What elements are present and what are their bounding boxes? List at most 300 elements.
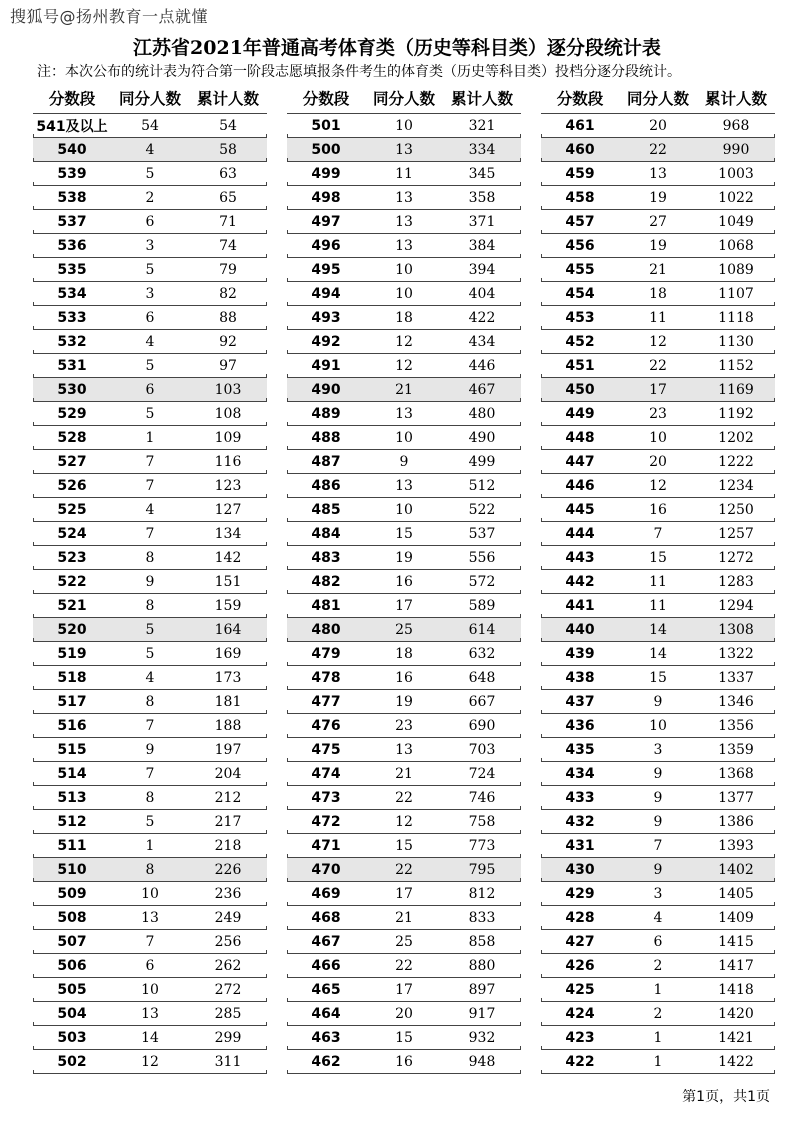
score-cell: 494 — [311, 285, 341, 302]
table-row — [541, 882, 775, 906]
table-row — [287, 642, 521, 666]
table-row — [33, 114, 267, 138]
table-row — [541, 330, 775, 354]
cumulative-cell: 1377 — [718, 789, 754, 806]
score-cell: 484 — [311, 525, 341, 542]
cumulative-cell: 108 — [214, 405, 242, 422]
cumulative-cell: 1405 — [718, 885, 754, 902]
same-count-cell: 12 — [649, 333, 667, 350]
table-row — [541, 594, 775, 618]
score-cell: 520 — [57, 621, 87, 638]
cumulative-cell: 159 — [214, 597, 242, 614]
score-cell: 461 — [565, 117, 595, 134]
cumulative-cell: 151 — [214, 573, 242, 590]
score-cell: 469 — [311, 885, 341, 902]
score-cell: 498 — [311, 189, 341, 206]
table-row — [541, 426, 775, 450]
header-cumulative: 累计人数 — [196, 90, 259, 108]
table-row — [33, 594, 267, 618]
cumulative-cell: 1272 — [718, 549, 754, 566]
same-count-cell: 13 — [395, 213, 413, 230]
table-row — [33, 378, 267, 402]
table-row — [287, 162, 521, 186]
score-cell: 514 — [57, 765, 87, 782]
same-count-cell: 8 — [145, 789, 155, 806]
cumulative-cell: 256 — [214, 933, 242, 950]
score-cell: 470 — [311, 861, 341, 878]
table-row — [33, 282, 267, 306]
score-cell: 489 — [311, 405, 341, 422]
score-cell: 482 — [311, 573, 341, 590]
table-row — [33, 618, 267, 642]
table-row — [287, 546, 521, 570]
same-count-cell: 14 — [141, 1029, 159, 1046]
score-cell: 475 — [311, 741, 341, 758]
cumulative-cell: 746 — [468, 789, 496, 806]
same-count-cell: 4 — [145, 141, 155, 158]
cumulative-cell: 262 — [214, 957, 242, 974]
same-count-cell: 10 — [395, 501, 413, 518]
same-count-cell: 13 — [395, 741, 413, 758]
cumulative-cell: 537 — [468, 525, 496, 542]
score-cell: 427 — [565, 933, 595, 950]
score-cell: 446 — [565, 477, 595, 494]
same-count-cell: 20 — [395, 1005, 413, 1022]
same-count-cell: 9 — [145, 741, 155, 758]
same-count-cell: 17 — [649, 381, 667, 398]
table-row — [287, 570, 521, 594]
cumulative-cell: 858 — [468, 933, 496, 950]
same-count-cell: 12 — [395, 357, 413, 374]
score-cell: 540 — [57, 141, 87, 158]
cumulative-cell: 1417 — [718, 957, 754, 974]
cumulative-cell: 1283 — [718, 573, 754, 590]
same-count-cell: 15 — [395, 837, 413, 854]
same-count-cell: 7 — [145, 477, 155, 494]
score-cell: 487 — [311, 453, 341, 470]
table-row — [33, 690, 267, 714]
cumulative-cell: 54 — [219, 117, 237, 134]
score-cell: 425 — [565, 981, 595, 998]
table-row — [287, 210, 521, 234]
table-row — [541, 498, 775, 522]
score-cell: 471 — [311, 837, 341, 854]
table-row — [541, 114, 775, 138]
cumulative-cell: 632 — [468, 645, 496, 662]
table-row — [541, 258, 775, 282]
same-count-cell: 12 — [649, 477, 667, 494]
score-cell: 522 — [57, 573, 87, 590]
cumulative-cell: 724 — [468, 765, 496, 782]
score-cell: 541及以上 — [36, 118, 108, 135]
table-row — [287, 186, 521, 210]
score-cell: 438 — [565, 669, 595, 686]
table-row — [287, 666, 521, 690]
table-rows — [33, 113, 267, 1074]
same-count-cell: 5 — [145, 621, 155, 638]
same-count-cell: 13 — [395, 477, 413, 494]
score-cell: 442 — [565, 573, 595, 590]
table-row — [287, 1050, 521, 1074]
cumulative-cell: 1107 — [718, 285, 754, 302]
score-cell: 537 — [57, 213, 87, 230]
table-column-1 — [33, 86, 267, 1074]
cumulative-cell: 58 — [219, 141, 237, 158]
cumulative-cell: 311 — [214, 1053, 242, 1070]
table-row — [33, 1002, 267, 1026]
score-cell: 533 — [57, 309, 87, 326]
cumulative-cell: 345 — [468, 165, 496, 182]
same-count-cell: 4 — [145, 501, 155, 518]
table-row — [541, 354, 775, 378]
cumulative-cell: 285 — [214, 1005, 242, 1022]
score-cell: 433 — [565, 789, 595, 806]
table-row — [33, 210, 267, 234]
table-row — [287, 858, 521, 882]
table-row — [541, 858, 775, 882]
cumulative-cell: 197 — [214, 741, 242, 758]
table-row — [287, 690, 521, 714]
cumulative-cell: 1152 — [718, 357, 754, 374]
table-row — [287, 954, 521, 978]
table-row — [541, 618, 775, 642]
page-footer: 第1页，共1页 — [682, 1089, 770, 1105]
cumulative-cell: 1222 — [718, 453, 754, 470]
score-cell: 496 — [311, 237, 341, 254]
same-count-cell: 10 — [141, 885, 159, 902]
table-row — [287, 738, 521, 762]
header-same-count: 同分人数 — [118, 90, 181, 108]
table-row — [33, 138, 267, 162]
table-row — [287, 786, 521, 810]
table-row — [287, 978, 521, 1002]
table-row — [541, 306, 775, 330]
cumulative-cell: 109 — [214, 429, 242, 446]
score-cell: 505 — [57, 981, 87, 998]
same-count-cell: 14 — [649, 645, 667, 662]
table-row — [287, 138, 521, 162]
score-cell: 460 — [565, 141, 595, 158]
cumulative-cell: 63 — [219, 165, 237, 182]
same-count-cell: 5 — [145, 357, 155, 374]
same-count-cell: 19 — [395, 549, 413, 566]
same-count-cell: 21 — [395, 765, 413, 782]
same-count-cell: 4 — [145, 669, 155, 686]
cumulative-cell: 1257 — [718, 525, 754, 542]
same-count-cell: 16 — [395, 1053, 413, 1070]
cumulative-cell: 1003 — [718, 165, 754, 182]
table-row — [33, 978, 267, 1002]
same-count-cell: 6 — [145, 957, 155, 974]
score-cell: 531 — [57, 357, 87, 374]
column-header — [287, 86, 521, 110]
same-count-cell: 12 — [395, 333, 413, 350]
cumulative-cell: 371 — [468, 213, 496, 230]
score-cell: 534 — [57, 285, 87, 302]
same-count-cell: 13 — [395, 189, 413, 206]
cumulative-cell: 404 — [468, 285, 496, 302]
table-row — [33, 666, 267, 690]
same-count-cell: 5 — [145, 405, 155, 422]
same-count-cell: 3 — [145, 285, 155, 302]
cumulative-cell: 88 — [219, 309, 237, 326]
same-count-cell: 10 — [395, 285, 413, 302]
same-count-cell: 13 — [141, 1005, 159, 1022]
table-row — [541, 546, 775, 570]
score-cell: 527 — [57, 453, 87, 470]
table-row — [287, 618, 521, 642]
table-row — [33, 186, 267, 210]
cumulative-cell: 97 — [219, 357, 237, 374]
score-cell: 486 — [311, 477, 341, 494]
score-cell: 436 — [565, 717, 595, 734]
cumulative-cell: 358 — [468, 189, 496, 206]
score-cell: 507 — [57, 933, 87, 950]
cumulative-cell: 212 — [214, 789, 242, 806]
same-count-cell: 13 — [141, 909, 159, 926]
cumulative-cell: 1393 — [718, 837, 754, 854]
same-count-cell: 21 — [395, 909, 413, 926]
same-count-cell: 13 — [395, 237, 413, 254]
score-cell: 539 — [57, 165, 87, 182]
same-count-cell: 15 — [649, 549, 667, 566]
cumulative-cell: 204 — [214, 765, 242, 782]
score-cell: 450 — [565, 381, 595, 398]
table-row — [33, 450, 267, 474]
table-row — [33, 930, 267, 954]
cumulative-cell: 812 — [468, 885, 496, 902]
cumulative-cell: 79 — [219, 261, 237, 278]
same-count-cell: 9 — [653, 765, 663, 782]
same-count-cell: 12 — [141, 1053, 159, 1070]
same-count-cell: 9 — [653, 789, 663, 806]
table-rows — [287, 113, 521, 1074]
score-cell: 445 — [565, 501, 595, 518]
score-cell: 467 — [311, 933, 341, 950]
cumulative-cell: 917 — [468, 1005, 496, 1022]
table-row — [33, 858, 267, 882]
score-cell: 462 — [311, 1053, 341, 1070]
score-cell: 478 — [311, 669, 341, 686]
same-count-cell: 10 — [141, 981, 159, 998]
score-cell: 536 — [57, 237, 87, 254]
cumulative-cell: 394 — [468, 261, 496, 278]
same-count-cell: 6 — [145, 381, 155, 398]
table-row — [541, 474, 775, 498]
score-cell: 465 — [311, 981, 341, 998]
score-cell: 492 — [311, 333, 341, 350]
table-row — [33, 906, 267, 930]
score-cell: 495 — [311, 261, 341, 278]
header-score: 分数段 — [48, 90, 96, 108]
table-row — [541, 1026, 775, 1050]
same-count-cell: 19 — [649, 237, 667, 254]
cumulative-cell: 703 — [468, 741, 496, 758]
table-row — [287, 1026, 521, 1050]
score-cell: 473 — [311, 789, 341, 806]
same-count-cell: 11 — [649, 573, 667, 590]
table-row — [287, 354, 521, 378]
score-cell: 422 — [565, 1053, 595, 1070]
same-count-cell: 18 — [649, 285, 667, 302]
score-cell: 526 — [57, 477, 87, 494]
score-cell: 517 — [57, 693, 87, 710]
table-row — [541, 522, 775, 546]
cumulative-cell: 499 — [468, 453, 496, 470]
score-cell: 510 — [57, 861, 87, 878]
cumulative-cell: 82 — [219, 285, 237, 302]
table-row — [33, 834, 267, 858]
score-cell: 513 — [57, 789, 87, 806]
table-row — [541, 714, 775, 738]
score-cell: 444 — [565, 525, 595, 542]
table-row — [541, 282, 775, 306]
same-count-cell: 16 — [395, 573, 413, 590]
score-cell: 501 — [311, 117, 341, 134]
table-row — [541, 762, 775, 786]
cumulative-cell: 92 — [219, 333, 237, 350]
score-cell: 493 — [311, 309, 341, 326]
score-cell: 472 — [311, 813, 341, 830]
table-row — [541, 402, 775, 426]
score-cell: 535 — [57, 261, 87, 278]
score-cell: 458 — [565, 189, 595, 206]
table-row — [541, 810, 775, 834]
same-count-cell: 17 — [395, 885, 413, 902]
cumulative-cell: 71 — [219, 213, 237, 230]
cumulative-cell: 512 — [468, 477, 496, 494]
table-row — [287, 282, 521, 306]
same-count-cell: 22 — [649, 141, 667, 158]
score-cell: 532 — [57, 333, 87, 350]
same-count-cell: 1 — [653, 981, 663, 998]
same-count-cell: 1 — [653, 1053, 663, 1070]
table-row — [541, 834, 775, 858]
table-row — [33, 954, 267, 978]
table-row — [287, 906, 521, 930]
cumulative-cell: 990 — [722, 141, 750, 158]
column-header — [541, 86, 775, 110]
table-row — [287, 258, 521, 282]
table-row — [287, 1002, 521, 1026]
score-cell: 451 — [565, 357, 595, 374]
same-count-cell: 5 — [145, 813, 155, 830]
score-cell: 441 — [565, 597, 595, 614]
score-cell: 512 — [57, 813, 87, 830]
score-cell: 528 — [57, 429, 87, 446]
cumulative-cell: 142 — [214, 549, 242, 566]
table-column-3 — [541, 86, 775, 1074]
cumulative-cell: 116 — [214, 453, 242, 470]
table-row — [287, 402, 521, 426]
watermark: 搜狐号@扬州教育一点就懂 — [10, 7, 209, 26]
table-row — [33, 258, 267, 282]
same-count-cell: 2 — [653, 1005, 663, 1022]
same-count-cell: 10 — [649, 717, 667, 734]
table-row — [33, 354, 267, 378]
cumulative-cell: 123 — [214, 477, 242, 494]
same-count-cell: 2 — [145, 189, 155, 206]
table-row — [287, 594, 521, 618]
table-row — [541, 906, 775, 930]
table-row — [541, 1002, 775, 1026]
score-cell: 428 — [565, 909, 595, 926]
score-cell: 491 — [311, 357, 341, 374]
score-cell: 497 — [311, 213, 341, 230]
same-count-cell: 17 — [395, 981, 413, 998]
cumulative-cell: 217 — [214, 813, 242, 830]
same-count-cell: 25 — [395, 933, 413, 950]
score-cell: 474 — [311, 765, 341, 782]
cumulative-cell: 1409 — [718, 909, 754, 926]
score-cell: 443 — [565, 549, 595, 566]
same-count-cell: 11 — [395, 165, 413, 182]
cumulative-cell: 1118 — [718, 309, 754, 326]
same-count-cell: 22 — [395, 789, 413, 806]
cumulative-cell: 1308 — [718, 621, 754, 638]
table-note: 注：本次公布的统计表为符合第一阶段志愿填报条件考生的体育类（历史等科目类）投档分逐分段统计。 — [37, 64, 681, 80]
same-count-cell: 4 — [145, 333, 155, 350]
score-cell: 464 — [311, 1005, 341, 1022]
table-row — [33, 546, 267, 570]
table-row — [541, 186, 775, 210]
cumulative-cell: 434 — [468, 333, 496, 350]
cumulative-cell: 134 — [214, 525, 242, 542]
cumulative-cell: 648 — [468, 669, 496, 686]
same-count-cell: 14 — [649, 621, 667, 638]
table-row — [541, 450, 775, 474]
same-count-cell: 8 — [145, 693, 155, 710]
cumulative-cell: 384 — [468, 237, 496, 254]
cumulative-cell: 880 — [468, 957, 496, 974]
score-cell: 503 — [57, 1029, 87, 1046]
table-row — [541, 978, 775, 1002]
same-count-cell: 7 — [145, 525, 155, 542]
score-cell: 502 — [57, 1053, 87, 1070]
score-cell: 456 — [565, 237, 595, 254]
same-count-cell: 20 — [649, 453, 667, 470]
table-row — [33, 162, 267, 186]
cumulative-cell: 968 — [722, 117, 750, 134]
score-cell: 439 — [565, 645, 595, 662]
cumulative-cell: 65 — [219, 189, 237, 206]
same-count-cell: 8 — [145, 861, 155, 878]
page-title: 江苏省2021年普通高考体育类（历史等科目类）逐分段统计表 — [133, 37, 661, 59]
table-row — [33, 234, 267, 258]
column-header — [33, 86, 267, 110]
cumulative-cell: 1337 — [718, 669, 754, 686]
cumulative-cell: 467 — [468, 381, 496, 398]
score-cell: 468 — [311, 909, 341, 926]
score-cell: 429 — [565, 885, 595, 902]
same-count-cell: 7 — [145, 933, 155, 950]
same-count-cell: 11 — [649, 309, 667, 326]
same-count-cell: 3 — [653, 885, 663, 902]
cumulative-cell: 589 — [468, 597, 496, 614]
cumulative-cell: 948 — [468, 1053, 496, 1070]
table-row — [33, 330, 267, 354]
same-count-cell: 10 — [649, 429, 667, 446]
table-row — [541, 690, 775, 714]
header-same-count: 同分人数 — [626, 90, 689, 108]
cumulative-cell: 1422 — [718, 1053, 754, 1070]
same-count-cell: 15 — [395, 1029, 413, 1046]
same-count-cell: 7 — [145, 453, 155, 470]
cumulative-cell: 773 — [468, 837, 496, 854]
cumulative-cell: 446 — [468, 357, 496, 374]
cumulative-cell: 127 — [214, 501, 242, 518]
score-cell: 516 — [57, 717, 87, 734]
